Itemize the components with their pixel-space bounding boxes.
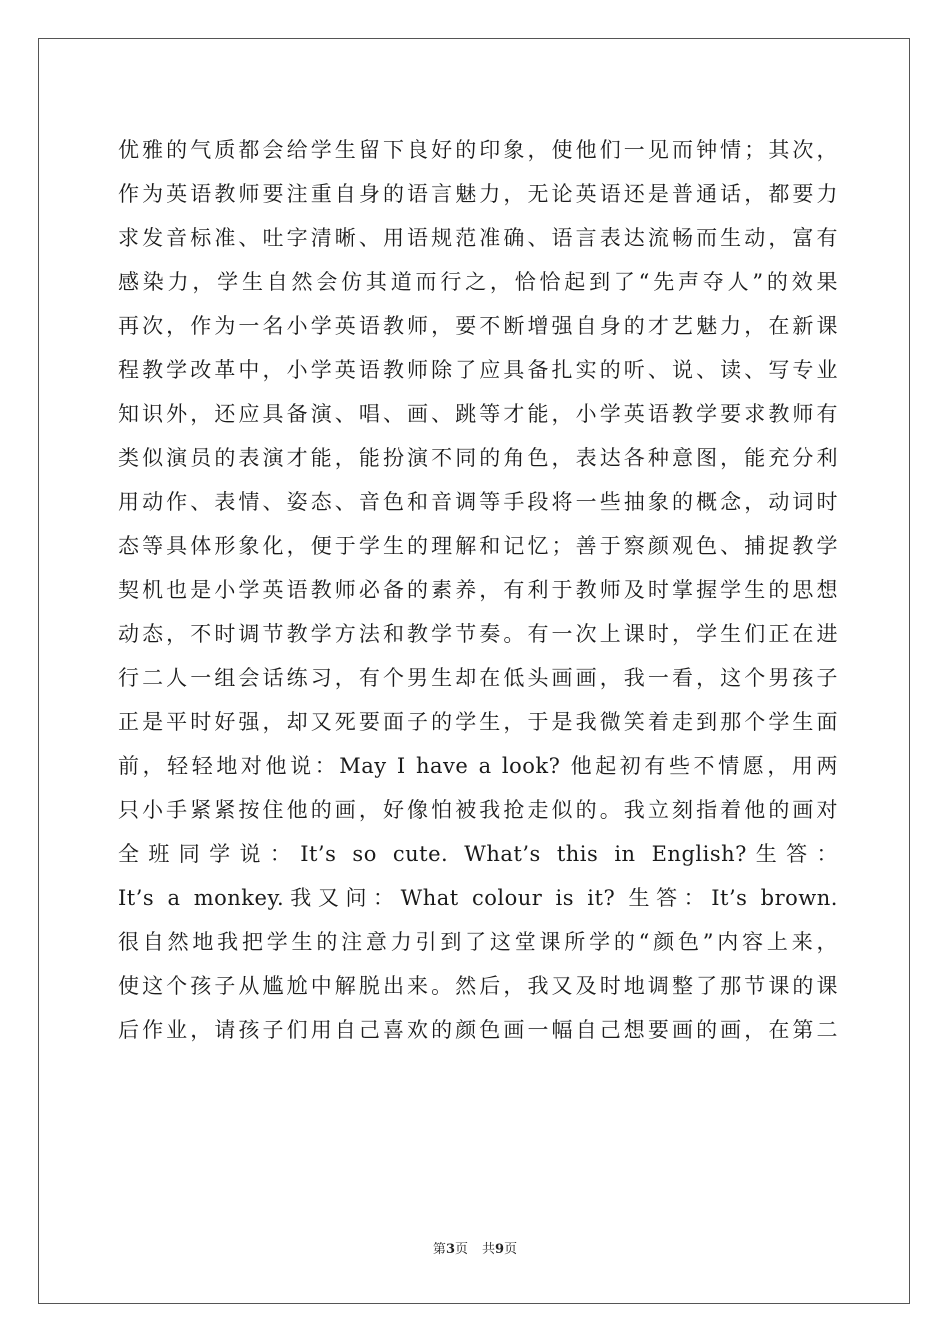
text-line: 使这个孩子从尴尬中解脱出来。然后，我又及时地调整了那节课的课 [118,974,838,998]
text-line: 知识外，还应具备演、唱、画、跳等才能，小学英语教学要求教师有 [118,402,838,426]
page-prefix: 第 [432,1242,446,1257]
text-line: 只小手紧紧按住他的画，好像怕被我抢走似的。我立刻指着他的画对 [118,798,838,822]
text-line: 作为英语教师要注重自身的语言魅力，无论英语还是普通话，都要力 [118,182,838,206]
text-line: 正是平时好强，却又死要面子的学生，于是我微笑着走到那个学生面 [118,710,838,734]
text-line: 类似演员的表演才能，能扮演不同的角色，表达各种意图，能充分利 [118,446,838,470]
text-line: It’s a monkey.我又问：What colour is it? 生答：It’s brown. [118,886,838,910]
text-line: 契机也是小学英语教师必备的素养，有利于教师及时掌握学生的思想 [118,578,838,602]
total-pages: 9 [495,1242,505,1257]
text-line: 感染力，学生自然会仿其道而行之，恰恰起到了“先声夺人”的效果 [118,270,838,294]
text-line: 动态，不时调节教学方法和教学节奏。有一次上课时，学生们正在进 [118,622,838,646]
text-line: 行二人一组会话练习，有个男生却在低头画画，我一看，这个男孩子 [118,666,838,690]
text-line: 前，轻轻地对他说：May I have a look? 他起初有些不情愿，用两 [118,754,838,778]
text-line: 程教学改革中，小学英语教师除了应具备扎实的听、说、读、写专业 [118,358,838,382]
text-line: 优雅的气质都会给学生留下良好的印象，使他们一见而钟情；其次， [118,138,838,162]
page-footer [0,1238,950,1257]
page-number: 3 [445,1242,455,1257]
text-line: 全班同学说：It’s so cute. What’s this in English?生答： [118,842,838,866]
text-line: 后作业，请孩子们用自己喜欢的颜色画一幅自己想要画的画，在第二 [118,1018,838,1042]
text-line: 再次，作为一名小学英语教师，要不断增强自身的才艺魅力，在新课 [118,314,838,338]
page-suffix: 页 [454,1242,468,1257]
text-line: 态等具体形象化，便于学生的理解和记忆；善于察颜观色、捕捉教学 [118,534,838,558]
total-prefix: 共 [482,1242,496,1257]
total-suffix: 页 [504,1242,518,1257]
body-text [118,128,838,1052]
text-line: 求发音标准、吐字清晰、用语规范准确、语言表达流畅而生动，富有 [118,226,838,250]
text-line: 用动作、表情、姿态、音色和音调等手段将一些抽象的概念，动词时 [118,490,838,514]
text-line: 很自然地我把学生的注意力引到了这堂课所学的“颜色”内容上来， [118,930,838,954]
